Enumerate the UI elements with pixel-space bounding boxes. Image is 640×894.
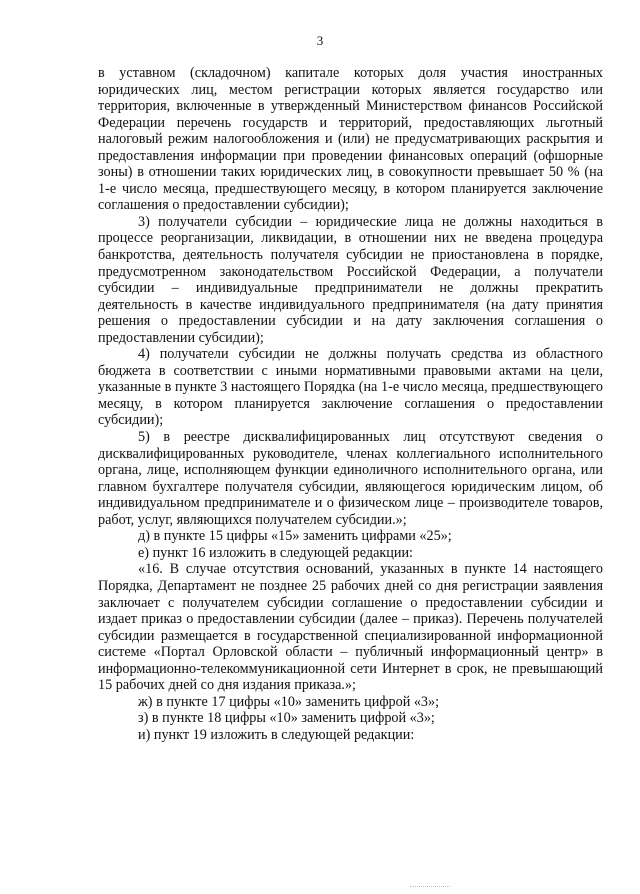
paragraph-item-3: 3) получатели субсидии – юридические лица не должны находиться в процессе реорганизации, ликвидации, в отношении них не введена процедура банкротства, деятельность получателя субсидии не приостановлена в порядке, предусмотренном законодательством Российской Федерации, а получатели субсидии – индивидуальные предприниматели не должны прекратить деятельность в качестве индивидуального предпринимателя (на дату принятия решения о предоставлении субсидии и на дату заключения соглашения о предоставлении субсидии); [98,213,603,346]
paragraph-item-16: «16. В случае отсутствия оснований, указанных в пункте 14 настоящего Порядка, Департамент не позднее 25 рабочих дней со дня регистрации заявления заключает с получателем субсидии соглашение о предоставлении субсидии и издает приказ о предоставлении субсидии (далее – приказ). Перечень получателей субсидии размещается в государственной специализированной информационной системе «Портал Орловской области – публичный информационный центр» в информационно-телекоммуникационной сети Интернет в срок, не превышающий 15 рабочих дней со дня издания приказа.»; [98,561,603,694]
paragraph-continuation: в уставном (складочном) капитале которых доля участия иностранных юридических лиц, местом регистрации которых является государство или территория, включенные в утвержденный Министерством финансов Российской Федерации перечень государств и территорий, предоставляющих льготный налоговый режим налогообложения и (или) не предусматривающих раскрытия и предоставления информации при проведении финансовых операций (офшорные зоны) в отношении таких юридических лиц, в совокупности превышает 50 % (на 1-е число месяца, предшествующего месяцу, в котором планируется заключение соглашения о предоставлении субсидии); [98,65,603,214]
document-body [98,65,603,743]
paragraph-item-5: 5) в реестре дисквалифицированных лиц отсутствуют сведения о дисквалифицированных руководителе, членах коллегиального исполнительного органа, лице, исполняющем функции единоличного исполнительного органа, или главном бухгалтере получателя субсидии, являющегося юридическим лицом, об индивидуальном предпринимателе и о физическом лице – производителе товаров, работ, услуг, являющихся получателем субсидии.»; [98,429,603,528]
paragraph-item-d: д) в пункте 15 цифры «15» заменить цифрами «25»; [138,528,452,545]
scan-artifact [410,886,450,888]
paragraph-item-4: 4) получатели субсидии не должны получать средства из областного бюджета в соответствии с иными нормативными правовыми актами на цели, указанные в пункте 3 настоящего Порядка (на 1-е число месяца, предшествующего месяцу, в котором планируется заключение соглашения о предоставлении субсидии); [98,346,603,429]
paragraph-item-zh: ж) в пункте 17 цифры «10» заменить цифрой «3»; [138,693,440,710]
paragraph-item-i: и) пункт 19 изложить в следующей редакции: [138,726,415,743]
page-number: 3 [316,33,324,48]
paragraph-item-e: е) пункт 16 изложить в следующей редакции: [138,544,413,561]
paragraph-item-z: з) в пункте 18 цифры «10» заменить цифрой «3»; [138,710,435,727]
